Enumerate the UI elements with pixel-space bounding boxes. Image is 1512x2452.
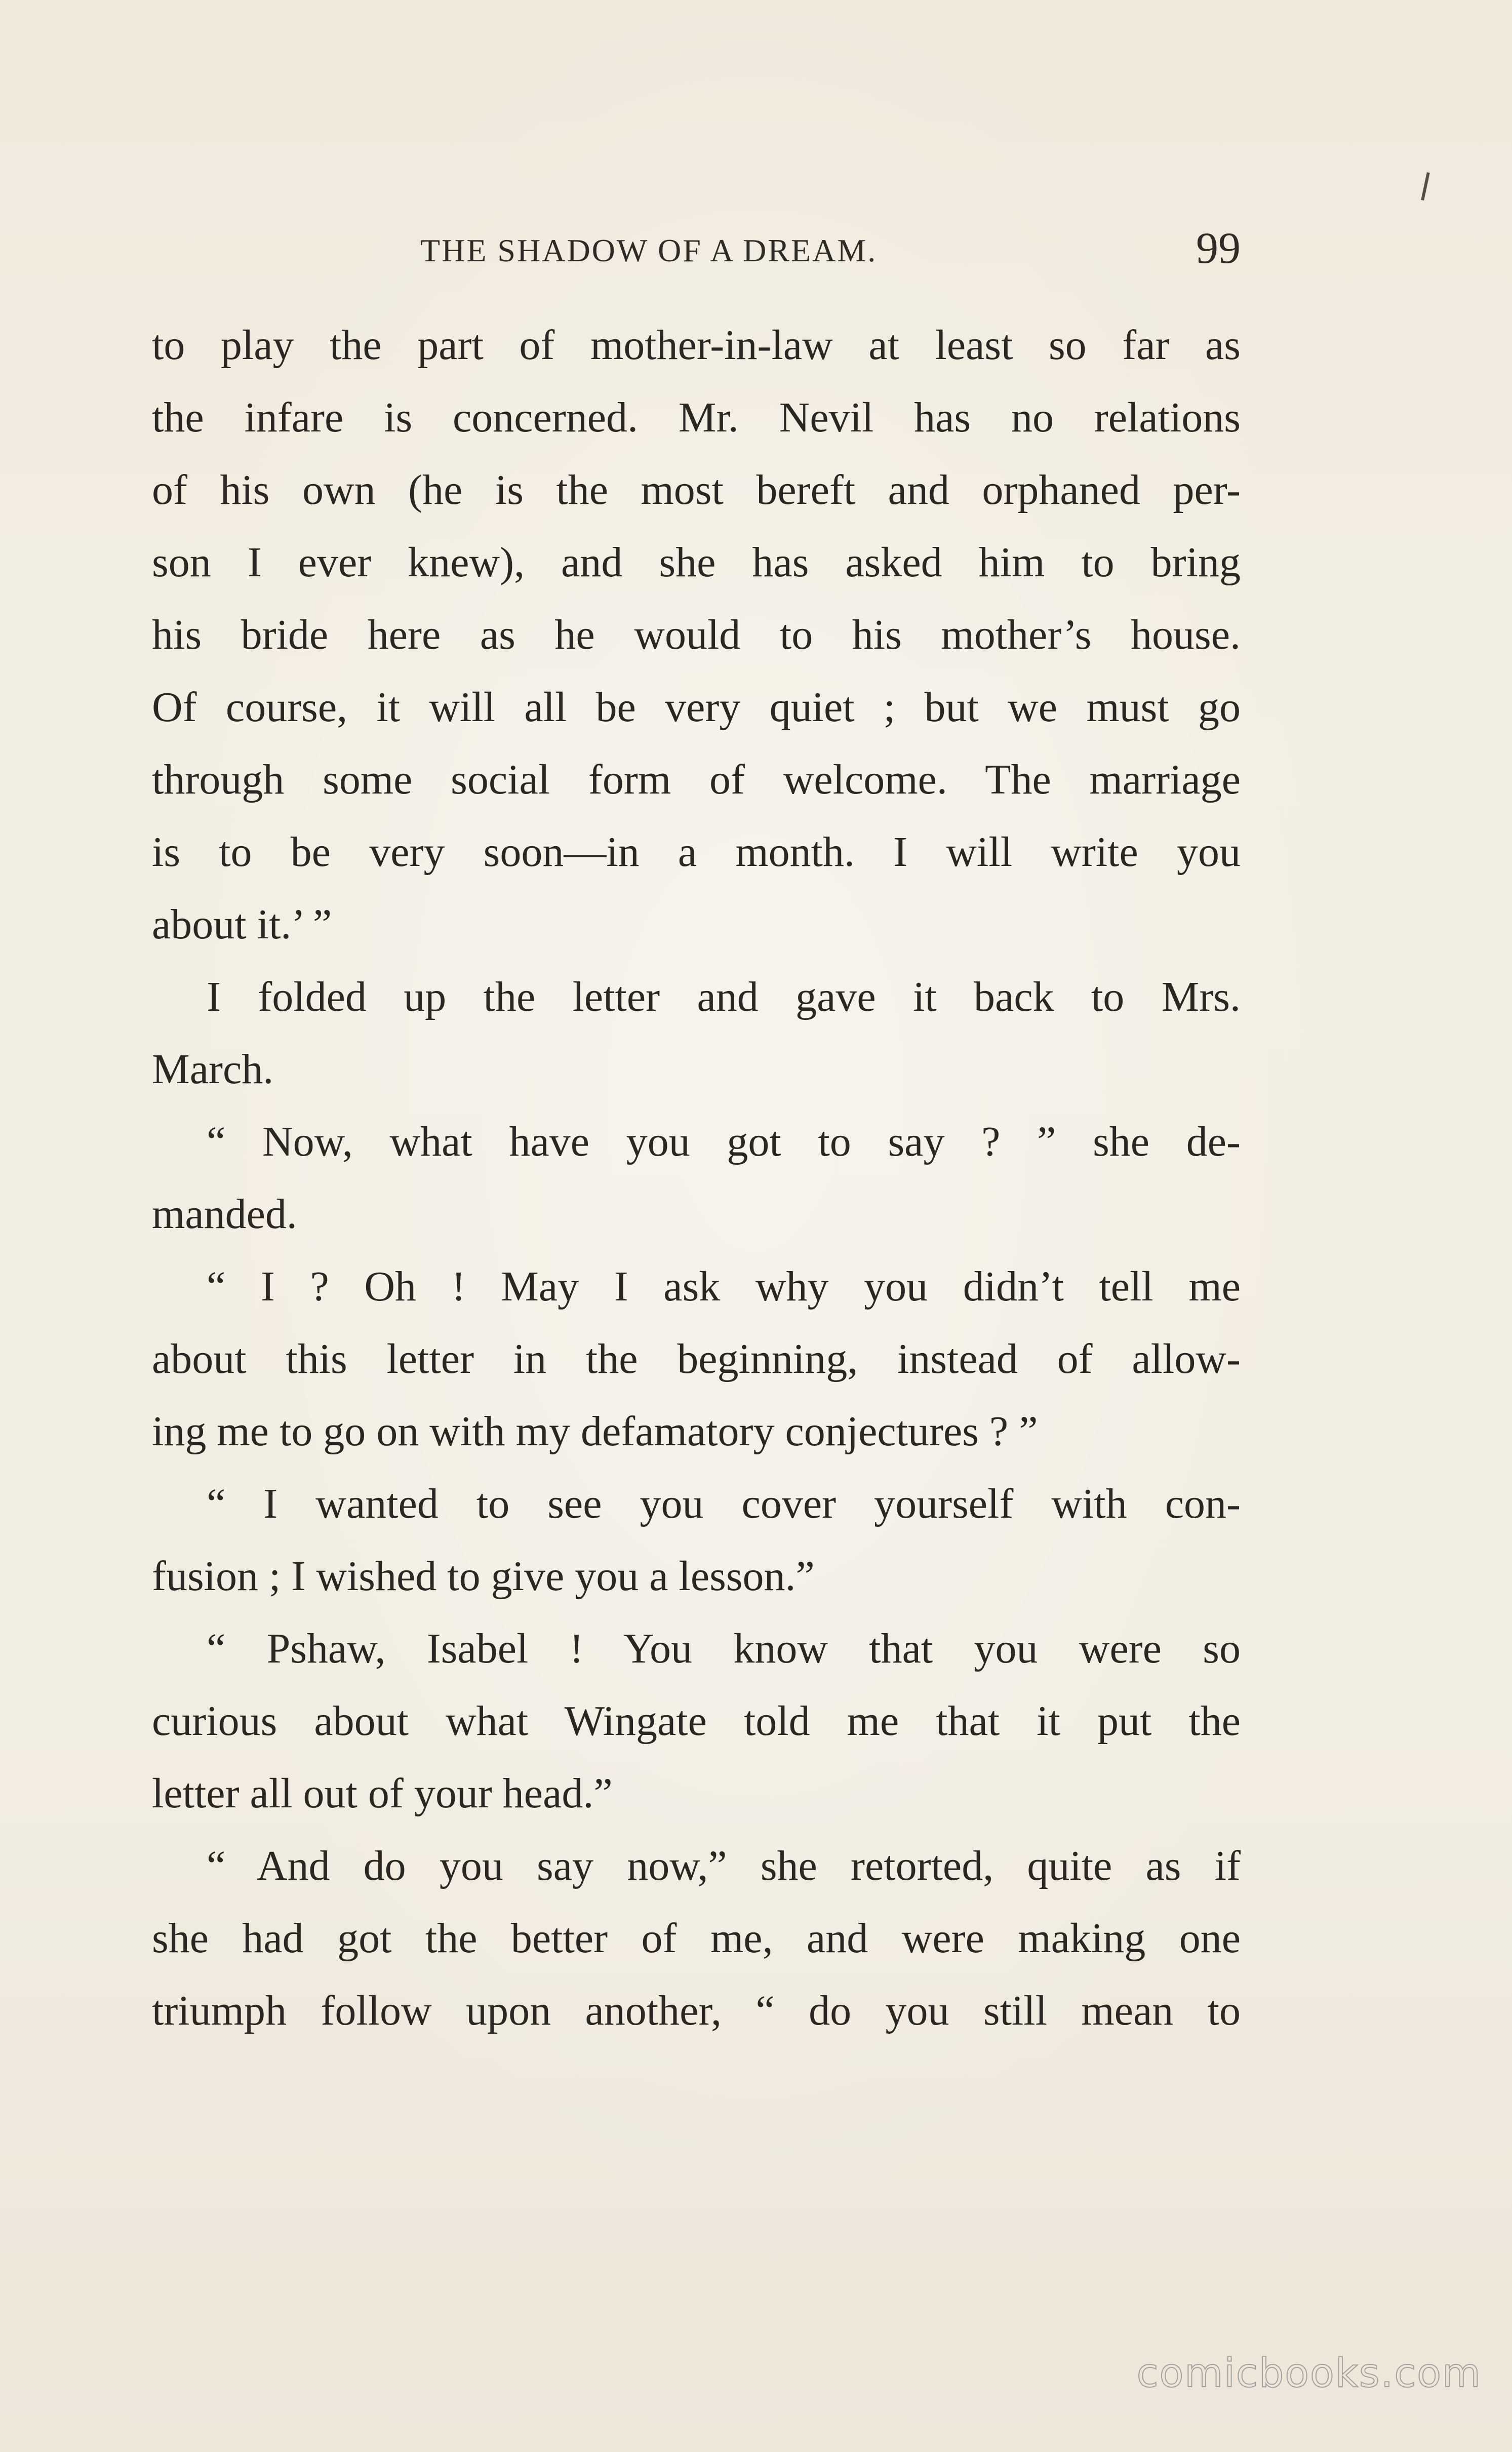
text-line: about this letter in the beginning, instead of allow-	[152, 1335, 1241, 1382]
running-head	[152, 223, 1241, 284]
text-line: Of course, it will all be very quiet ; but we must go	[152, 684, 1241, 731]
text-line: “ I ? Oh ! May I ask why you didn’t tell me	[207, 1263, 1241, 1310]
ink-mark	[1421, 172, 1430, 201]
text-line: son I ever knew), and she has asked him to bring	[152, 539, 1241, 586]
text-line: “ And do you say now,” she retorted, quite as if	[207, 1842, 1241, 1889]
text-line: letter all out of your head.”	[152, 1770, 613, 1817]
text-line: the infare is concerned. Mr. Nevil has no relations	[152, 394, 1241, 441]
text-line: manded.	[152, 1191, 297, 1238]
text-line: of his own (he is the most bereft and orphaned per-	[152, 466, 1241, 513]
text-line: March.	[152, 1046, 274, 1093]
text-line: “ Now, what have you got to say ? ” she de-	[207, 1118, 1241, 1165]
text-line: “ Pshaw, Isabel ! You know that you were so	[207, 1625, 1241, 1672]
page-number: 99	[1196, 224, 1241, 273]
text-line: ing me to go on with my defamatory conjectures ? ”	[152, 1408, 1038, 1455]
text-line: curious about what Wingate told me that it put the	[152, 1697, 1241, 1745]
watermark: comicbooks.com	[1136, 2351, 1482, 2396]
text-line: triumph follow upon another, “ do you still mean to	[152, 1987, 1241, 2034]
text-line: his bride here as he would to his mother’s house.	[152, 611, 1241, 658]
text-line: “ I wanted to see you cover yourself with con-	[207, 1480, 1241, 1527]
text-line: through some social form of welcome. The marriage	[152, 756, 1241, 803]
text-line: is to be very soon—in a month. I will write you	[152, 828, 1241, 876]
text-line: about it.’ ”	[152, 901, 332, 948]
running-title: THE SHADOW OF A DREAM.	[420, 232, 878, 268]
text-line: fusion ; I wished to give you a lesson.”	[152, 1553, 815, 1600]
text-line: to play the part of mother-in-law at least so far as	[152, 322, 1241, 369]
text-line: I folded up the letter and gave it back to Mrs.	[207, 973, 1241, 1020]
body-text	[152, 309, 1241, 2047]
text-line: she had got the better of me, and were making one	[152, 1915, 1241, 1962]
